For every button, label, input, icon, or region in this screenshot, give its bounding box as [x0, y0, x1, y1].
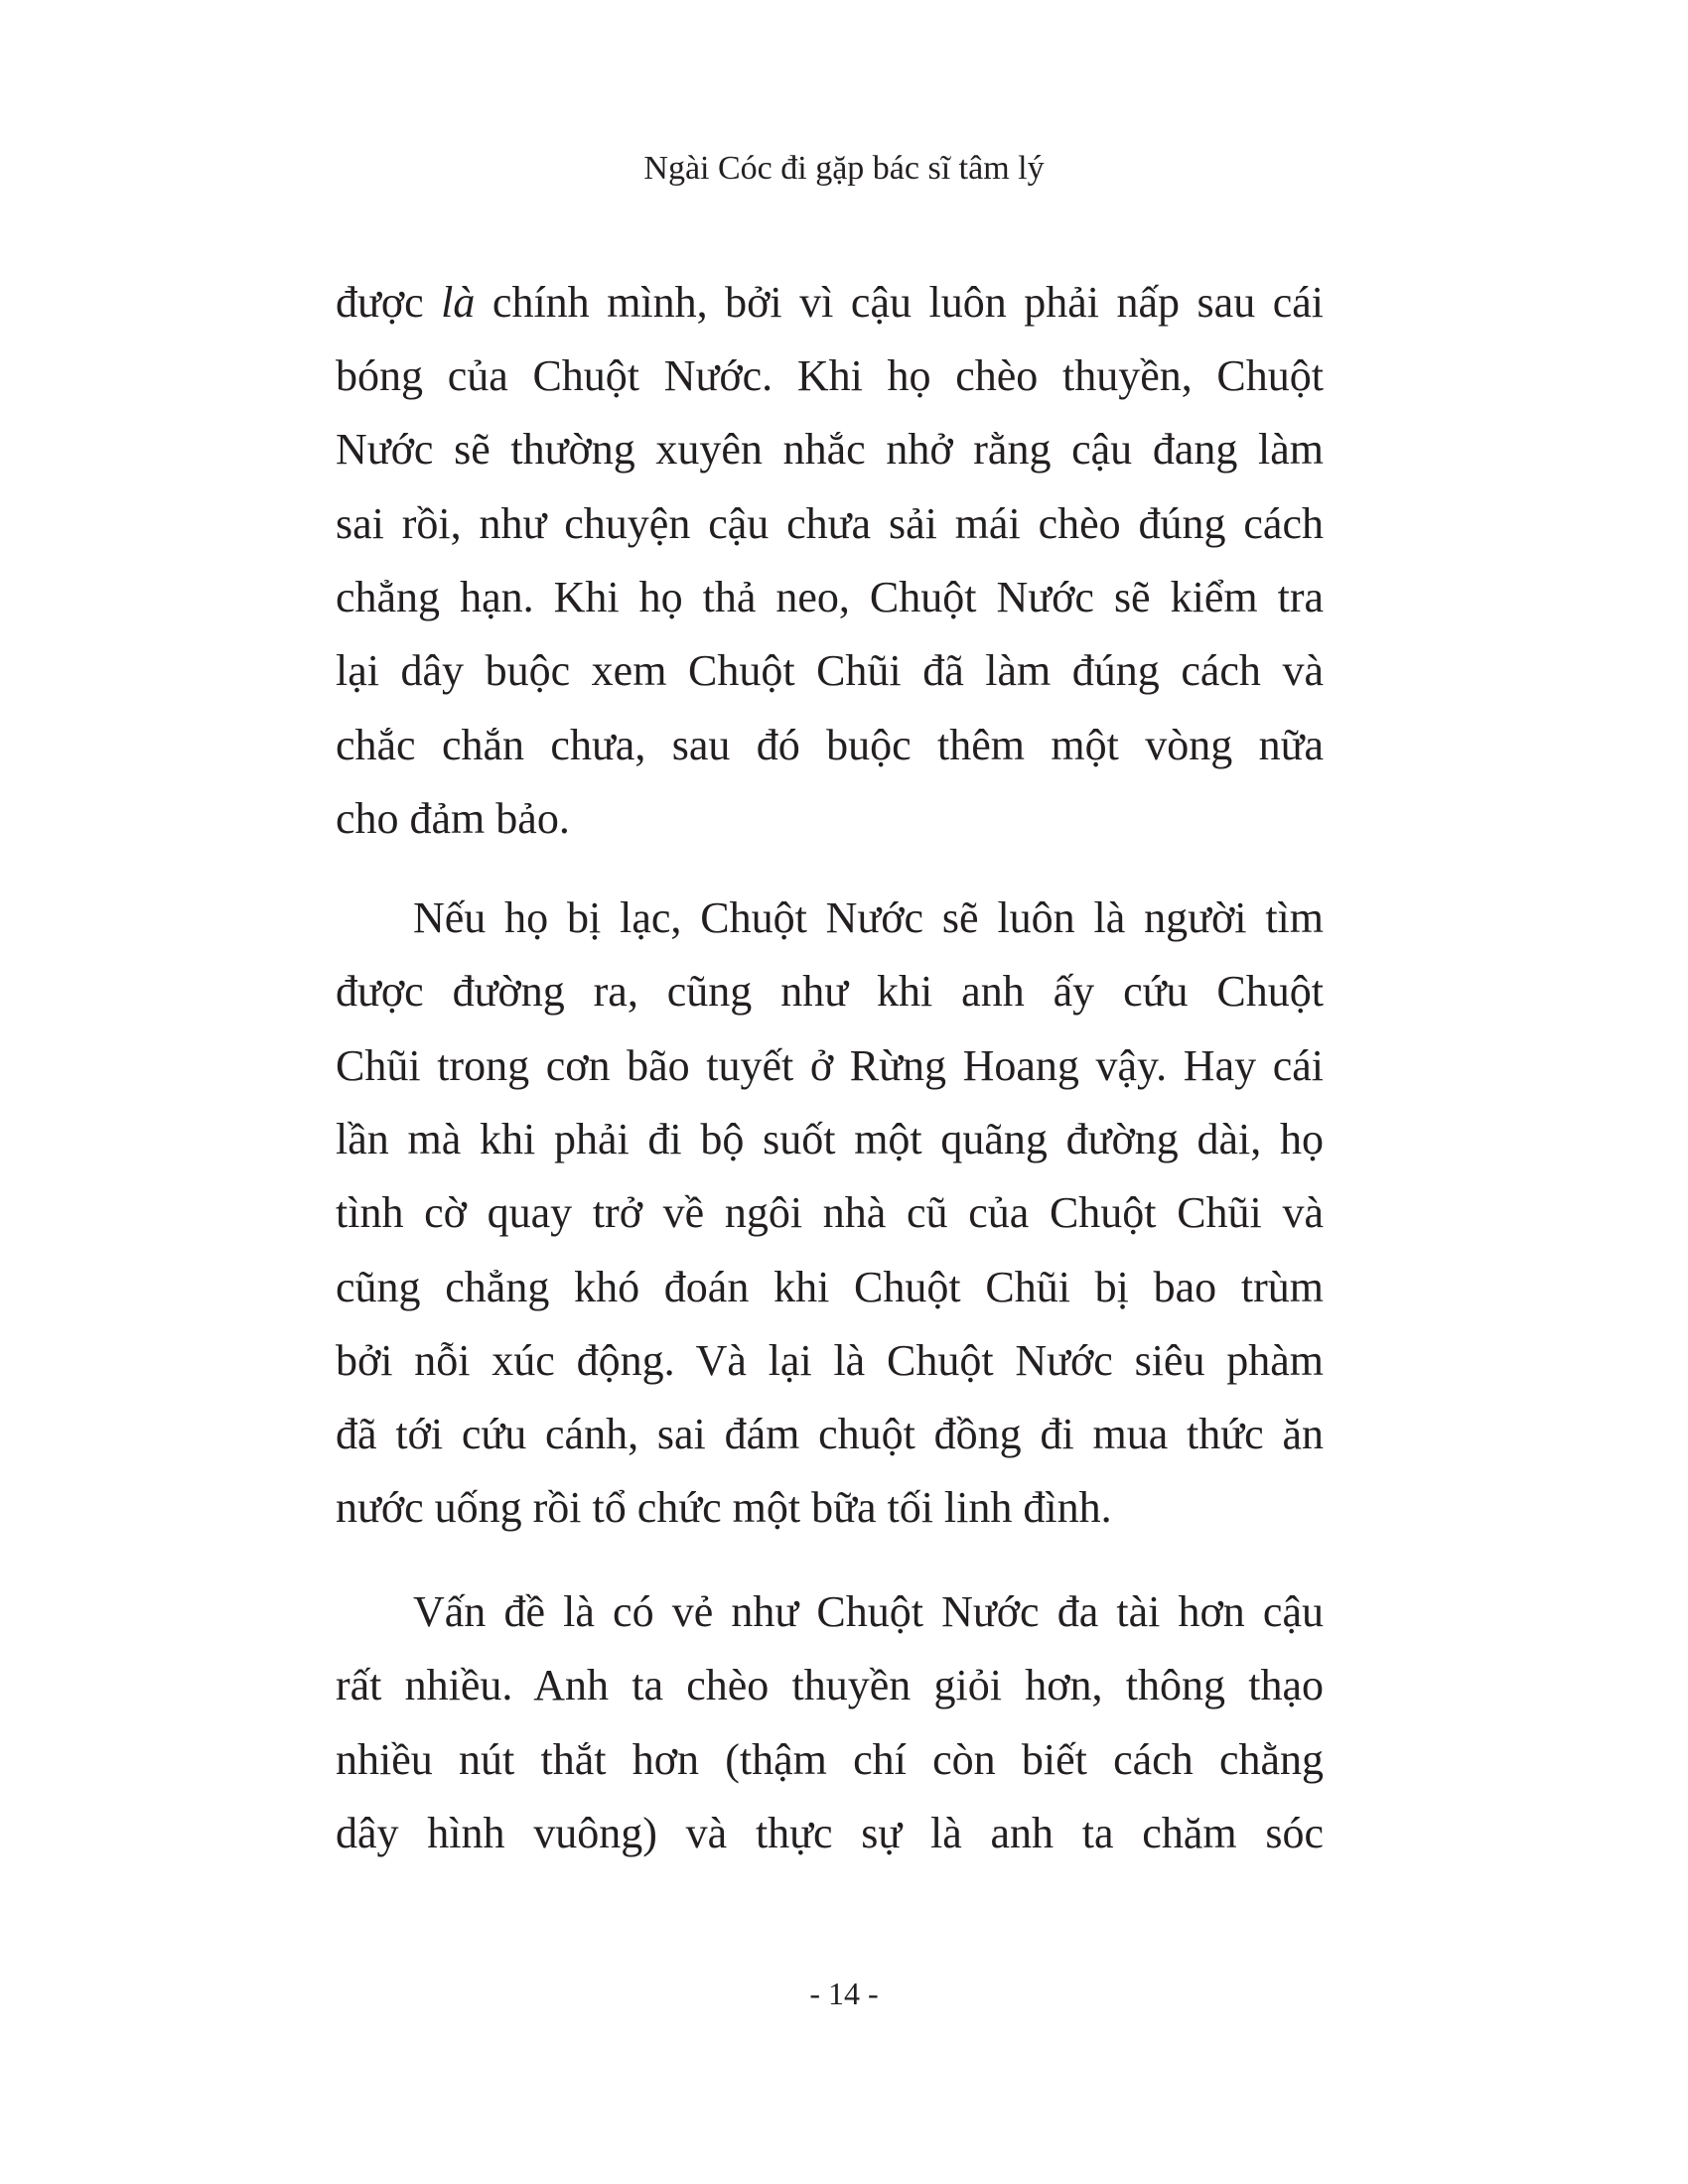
text-line: bởi nỗi xúc động. Và lại là Chuột Nước siêu phàm [336, 1335, 1324, 1385]
text-line: cũng chẳng khó đoán khi Chuột Chũi bị bao trùm [336, 1262, 1324, 1311]
text-line: bóng của Chuột Nước. Khi họ chèo thuyền, Chuột [336, 351, 1324, 400]
text-line: Vấn đề là có vẻ như Chuột Nước đa tài hơn cậu [413, 1587, 1324, 1636]
text-line: chẳng hạn. Khi họ thả neo, Chuột Nước sẽ kiểm tra [336, 572, 1324, 621]
text-line: Nếu họ bị lạc, Chuột Nước sẽ luôn là người tìm [413, 893, 1324, 942]
text-line: được đường ra, cũng như khi anh ấy cứu Chuột [336, 967, 1324, 1017]
text-line: lần mà khi phải đi bộ suốt một quãng đường dài, họ [336, 1114, 1324, 1163]
text-line: Nước sẽ thường xuyên nhắc nhở rằng cậu đang làm [336, 425, 1324, 475]
text-line: đã tới cứu cánh, sai đám chuột đồng đi mua thức ăn [336, 1410, 1324, 1459]
text-line: sai rồi, như chuyện cậu chưa sải mái chèo đúng cách [336, 498, 1324, 548]
running-head: Ngài Cóc đi gặp bác sĩ tâm lý [643, 150, 1045, 187]
page-number: - 14 - [809, 1976, 879, 2011]
text-line: nước uống rồi tổ chức một bữa tối linh đình. [336, 1483, 1112, 1533]
text-line: cho đảm bảo. [336, 793, 570, 843]
text-line: tình cờ quay trở về ngôi nhà cũ của Chuột Chũi và [336, 1188, 1324, 1238]
text-segment: được [336, 278, 442, 327]
text-segment: chính mình, bởi vì cậu luôn phải nấp sau cái [475, 278, 1324, 327]
text-line: Chũi trong cơn bão tuyết ở Rừng Hoang vậy. Hay cái [336, 1040, 1324, 1090]
text-line: nhiều nút thắt hơn (thậm chí còn biết cách chằng [336, 1734, 1324, 1784]
text-line: chắc chắn chưa, sau đó buộc thêm một vòng nữa [336, 720, 1324, 769]
text-line [336, 266, 1324, 340]
italic-text: là [441, 278, 476, 327]
text-line: dây hình vuông) và thực sự là anh ta chăm sóc [336, 1808, 1324, 1857]
text-line: rất nhiều. Anh ta chèo thuyền giỏi hơn, thông thạo [336, 1661, 1324, 1710]
text-line: lại dây buộc xem Chuột Chũi đã làm đúng cách và [336, 646, 1324, 696]
